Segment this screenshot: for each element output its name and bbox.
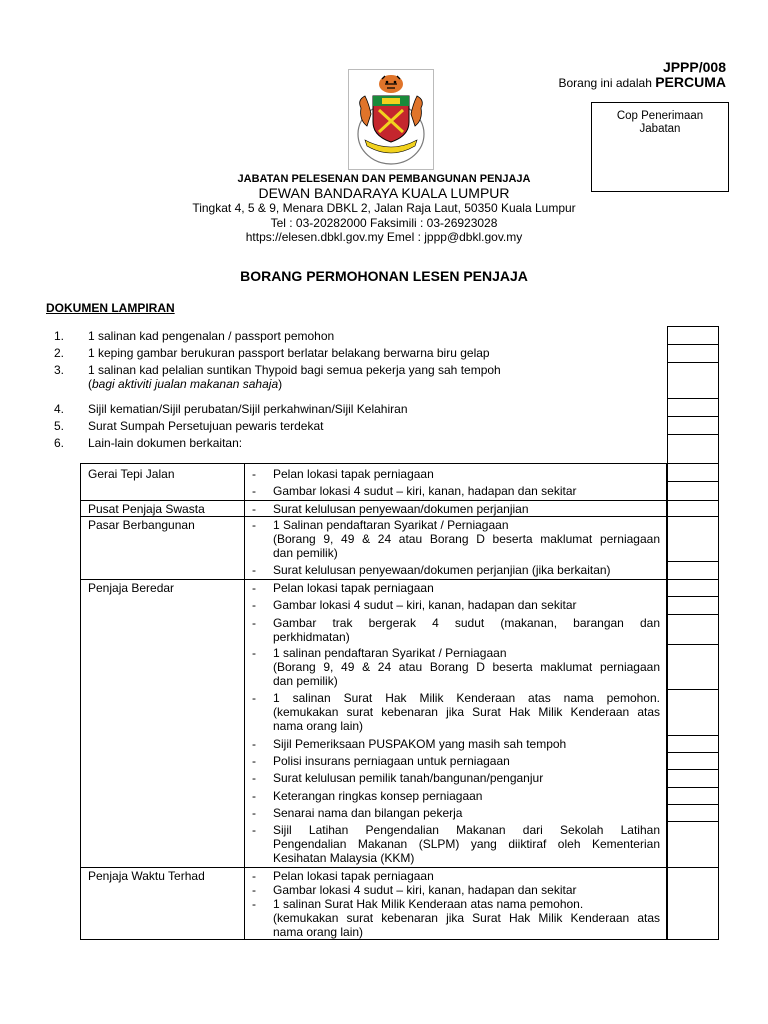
- item-note-close: ): [278, 377, 283, 391]
- requirement-line: [273, 705, 660, 719]
- requirement-line: perkhidmatan): [273, 630, 350, 644]
- requirement: Surat kelulusan pemilik tanah/bangunan/penganjur: [273, 771, 544, 785]
- checkbox[interactable]: [667, 500, 719, 517]
- checkbox[interactable]: [667, 579, 719, 597]
- category-name: Penjaja Beredar: [88, 581, 175, 595]
- category-name: Pusat Penjaja Swasta: [88, 502, 205, 516]
- item-number: 1.: [54, 329, 65, 343]
- requirement: Gambar lokasi 4 sudut – kiri, kanan, hadapan dan sekitar: [273, 598, 577, 612]
- checkbox[interactable]: [667, 769, 719, 788]
- requirement: Senarai nama dan bilangan pekerja: [273, 806, 463, 820]
- checkbox[interactable]: [667, 398, 719, 417]
- requirement: [273, 646, 660, 688]
- bullet: -: [252, 754, 256, 768]
- requirement: Surat kelulusan penyewaan/dokumen perjanjian (jika berkaitan): [273, 563, 611, 577]
- requirement-line: [273, 837, 660, 851]
- requirement-line: Kesihatan Malaysia (KKM): [273, 851, 415, 865]
- checkbox[interactable]: [667, 614, 719, 645]
- department-name: JABATAN PELESENAN DAN PEMBANGUNAN PENJAJA: [237, 173, 531, 185]
- checkbox[interactable]: [667, 867, 719, 940]
- item-text: Sijil kematian/Sijil perubatan/Sijil perkahwinan/Sijil Kelahiran: [88, 402, 408, 416]
- form-code: JPPP/008: [662, 59, 726, 75]
- requirement: Surat kelulusan penyewaan/dokumen perjanjian: [273, 502, 529, 516]
- bullet: -: [252, 883, 256, 897]
- bullet: -: [252, 484, 256, 498]
- requirement: Gambar lokasi 4 sudut – kiri, kanan, hadapan dan sekitar: [273, 883, 577, 897]
- receipt-stamp-label: Cop Penerimaan Jabatan: [616, 110, 704, 135]
- requirement-line: [273, 660, 660, 674]
- requirement-line: (Borang 9, 49 & 24 atau Borang D beserta maklumat perniagaan: [273, 532, 660, 546]
- item-number: 5.: [54, 419, 65, 433]
- requirement-line: Sijil Latihan Pengendalian Makanan dari Sekolah Latihan: [273, 823, 660, 837]
- item-number: 3.: [54, 363, 65, 377]
- bullet: -: [252, 823, 256, 837]
- bullet: -: [252, 467, 256, 481]
- requirement: Polisi insurans perniagaan untuk perniagaan: [273, 754, 510, 768]
- bullet: -: [252, 581, 256, 595]
- requirement: Sijil Pemeriksaan PUSPAKOM yang masih sah tempoh: [273, 737, 567, 751]
- requirement-line: (Borang 9, 49 & 24 atau Borang D beserta maklumat perniagaan: [273, 660, 660, 674]
- item-text: Surat Sumpah Persetujuan pewaris terdekat: [88, 419, 324, 433]
- section-heading: DOKUMEN LAMPIRAN: [46, 301, 175, 315]
- checkbox[interactable]: [667, 735, 719, 753]
- bullet: -: [252, 646, 256, 660]
- bullet: -: [252, 869, 256, 883]
- checkbox[interactable]: [667, 344, 719, 363]
- requirement-line: 1 salinan pendaftaran Syarikat / Perniagaan: [273, 646, 507, 660]
- bullet: -: [252, 616, 256, 630]
- requirement: [273, 518, 660, 560]
- bullet: -: [252, 563, 256, 577]
- bullet: -: [252, 518, 256, 532]
- requirement: [273, 616, 660, 644]
- dbkl-crest-icon: [348, 69, 434, 170]
- item-text: 1 salinan kad pelalian suntikan Thypoid bagi semua pekerja yang sah tempoh: [88, 363, 501, 377]
- checkbox[interactable]: [667, 362, 719, 399]
- free-notice-word: PERCUMA: [655, 74, 726, 90]
- checkbox[interactable]: [667, 516, 719, 562]
- council-name: DEWAN BANDARAYA KUALA LUMPUR: [258, 185, 510, 201]
- checkbox[interactable]: [667, 644, 719, 690]
- bullet: -: [252, 789, 256, 803]
- bullet: -: [252, 598, 256, 612]
- requirement-line: dan pemilik): [273, 546, 338, 560]
- requirement-line: 1 salinan Surat Hak Milik Kenderaan atas nama pemohon.: [273, 897, 584, 911]
- item-text: 1 keping gambar berukuran passport berlatar belakang berwarna biru gelap: [88, 346, 490, 360]
- bullet: -: [252, 691, 256, 705]
- requirement-line: (kemukakan surat kebenaran jika Surat Hak Milik Kenderaan atas: [273, 705, 660, 719]
- checkbox[interactable]: [667, 416, 719, 435]
- free-notice: [558, 74, 726, 90]
- checkbox[interactable]: [667, 481, 719, 501]
- checkbox[interactable]: [667, 821, 719, 868]
- checkbox[interactable]: [667, 787, 719, 805]
- requirement: Pelan lokasi tapak perniagaan: [273, 581, 434, 595]
- requirement: Gambar lokasi 4 sudut – kiri, kanan, hadapan dan sekitar: [273, 484, 577, 498]
- requirement: [273, 897, 660, 939]
- requirement-line: 1 salinan Surat Hak Milik Kenderaan atas nama pemohon.: [273, 691, 660, 705]
- category-name: Gerai Tepi Jalan: [88, 467, 175, 481]
- checkbox[interactable]: [667, 326, 719, 345]
- requirement: Keterangan ringkas konsep perniagaan: [273, 789, 483, 803]
- requirement: Pelan lokasi tapak perniagaan: [273, 869, 434, 883]
- free-notice-prefix: Borang ini adalah: [558, 76, 652, 90]
- checkbox[interactable]: [667, 463, 719, 482]
- requirement-line: dan pemilik): [273, 674, 338, 688]
- bullet: -: [252, 737, 256, 751]
- item-note: bagi aktiviti jualan makanan sahaja: [92, 377, 279, 391]
- requirement-line: [273, 532, 660, 546]
- checkbox[interactable]: [667, 804, 719, 822]
- requirement-line: Gambar trak bergerak 4 sudut (makanan, barangan dan: [273, 616, 660, 630]
- bullet: -: [252, 502, 256, 516]
- requirement-line: [273, 691, 660, 705]
- item-note-open: (: [88, 377, 92, 391]
- requirement-line: 1 Salinan pendaftaran Syarikat / Perniagaan: [273, 518, 509, 532]
- requirement: [273, 823, 660, 865]
- checkbox[interactable]: [667, 561, 719, 580]
- requirement-line: [273, 911, 660, 925]
- requirement-line: [273, 823, 660, 837]
- item-number: 2.: [54, 346, 65, 360]
- phone-fax: Tel : 03-20282000 Faksimili : 03-26923028: [270, 216, 498, 230]
- requirement-line: Pengendalian Makanan (SLPM) yang diiktiraf oleh Kementerian: [273, 837, 660, 851]
- form-title: BORANG PERMOHONAN LESEN PENJAJA: [240, 268, 528, 284]
- requirement-line: (kemukakan surat kebenaran jika Surat Hak Milik Kenderaan atas: [273, 911, 660, 925]
- requirement-line: nama orang lain): [273, 719, 364, 733]
- item-number: 4.: [54, 402, 65, 416]
- checkbox[interactable]: [667, 596, 719, 615]
- website-email: https://elesen.dbkl.gov.my Emel : jppp@dbkl.gov.my: [245, 230, 523, 244]
- item-text: Lain-lain dokumen berkaitan:: [88, 436, 243, 450]
- item-number: 6.: [54, 436, 65, 450]
- bullet: -: [252, 806, 256, 820]
- bullet: -: [252, 897, 256, 911]
- category-name: Pasar Berbangunan: [88, 518, 195, 532]
- requirement-line: nama orang lain): [273, 925, 364, 939]
- requirement: [273, 691, 660, 733]
- checkbox[interactable]: [667, 434, 719, 464]
- checkbox[interactable]: [667, 689, 719, 736]
- requirement: Pelan lokasi tapak perniagaan: [273, 467, 434, 481]
- requirement-line: [273, 616, 660, 630]
- category-name: Penjaja Waktu Terhad: [88, 869, 205, 883]
- checkbox[interactable]: [667, 752, 719, 770]
- address: Tingkat 4, 5 & 9, Menara DBKL 2, Jalan Raja Laut, 50350 Kuala Lumpur: [192, 201, 576, 215]
- bullet: -: [252, 771, 256, 785]
- item-text: 1 salinan kad pengenalan / passport pemohon: [88, 329, 335, 343]
